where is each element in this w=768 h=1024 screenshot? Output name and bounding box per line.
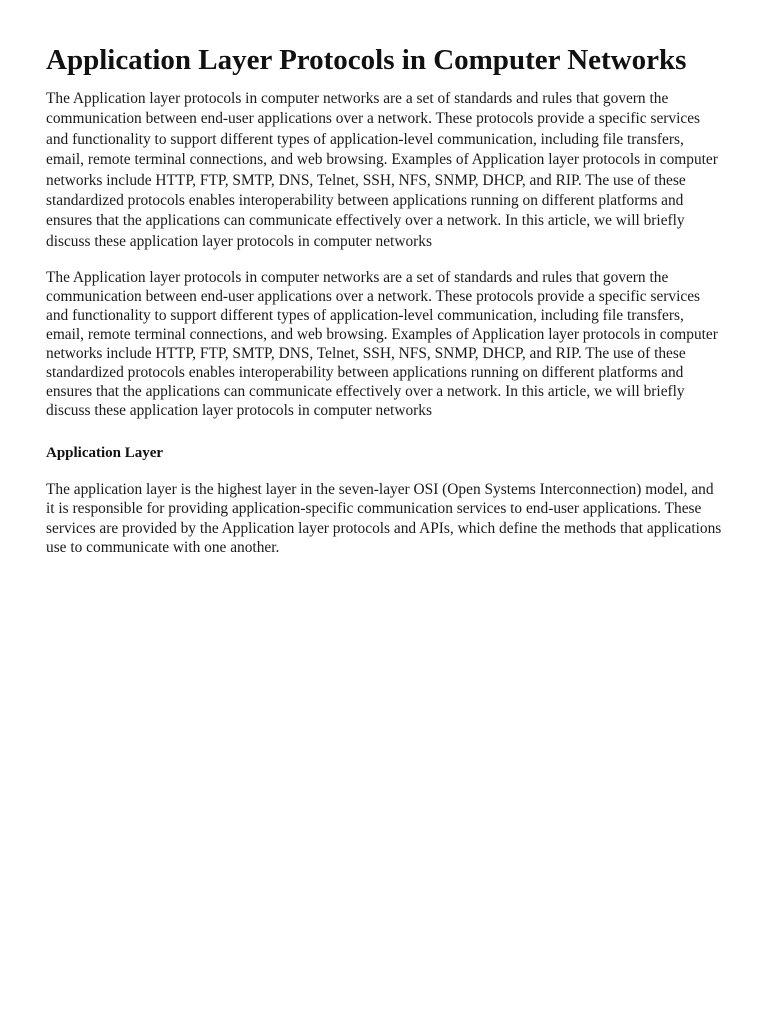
page-title: Application Layer Protocols in Computer Networks xyxy=(46,44,687,76)
section-paragraph: The application layer is the highest layer in the seven-layer OSI (Open Systems Interconnection) model, and it is responsible for providing application-specific communication services to end-user applications. These services are provided by the Application layer protocols and APIs, which define the methods that applications use to communicate with one another. xyxy=(46,480,722,556)
intro-paragraph-2: The Application layer protocols in computer networks are a set of standards and rules that govern the communication between end-user applications over a network. These protocols provide a specific services and functionality to support different types of application-level communication, including file transfers, email, remote terminal connections, and web browsing. Examples of Application layer protocols in computer networks include HTTP, FTP, SMTP, DNS, Telnet, SSH, NFS, SNMP, DHCP, and RIP. The use of these standardized protocols enables interoperability between applications running on different platforms and ensures that the applications can communicate effectively over a network. In this article, we will briefly discuss these application layer protocols in computer networks xyxy=(46,269,718,419)
intro-paragraph-1: The Application layer protocols in computer networks are a set of standards and rules that govern the communication between end-user applications over a network. These protocols provide a specific services and functionality to support different types of application-level communication, including file transfers, email, remote terminal connections, and web browsing. Examples of Application layer protocols in computer networks include HTTP, FTP, SMTP, DNS, Telnet, SSH, NFS, SNMP, DHCP, and RIP. The use of these standardized protocols enables interoperability between applications running on different platforms and ensures that the applications can communicate effectively over a network. In this article, we will briefly discuss these application layer protocols in computer networks xyxy=(46,90,718,250)
document-page xyxy=(46,44,722,575)
section-heading-application-layer: Application Layer xyxy=(46,444,164,461)
